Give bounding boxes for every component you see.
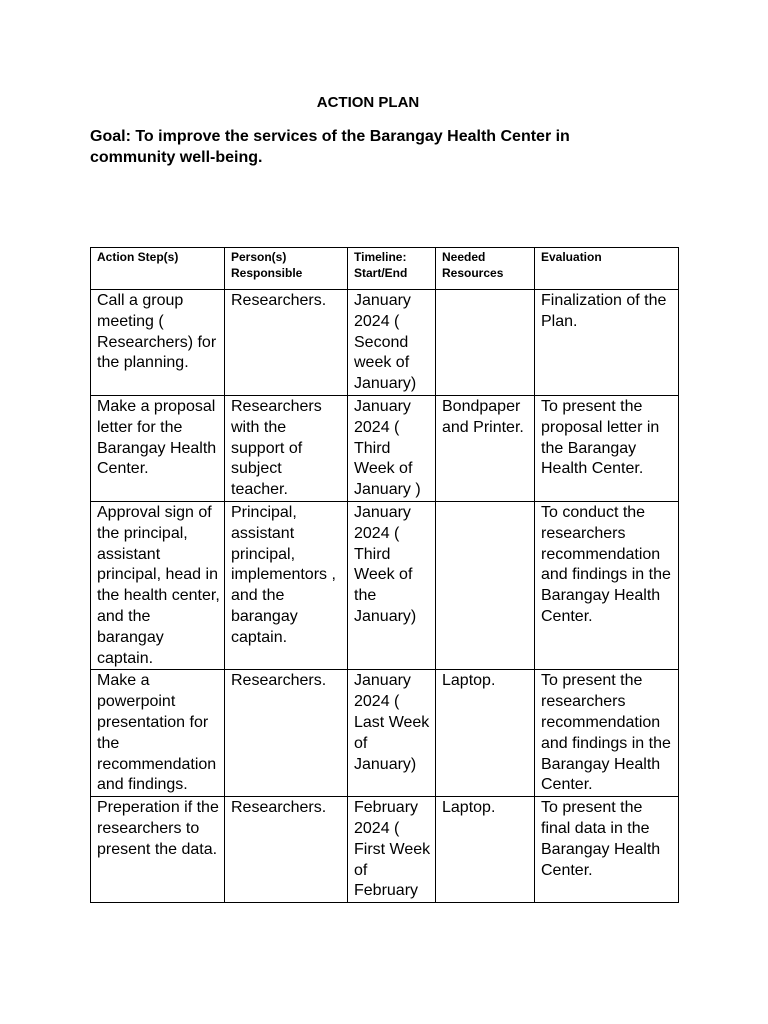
cell-needed-resources: Bondpaper and Printer. xyxy=(436,395,535,501)
cell-evaluation: To present the proposal letter in the Barangay Health Center. xyxy=(535,395,679,501)
cell-needed-resources xyxy=(436,501,535,669)
cell-action-step: Make a powerpoint presentation for the recommendation and findings. xyxy=(91,670,225,797)
cell-timeline: February 2024 ( First Week of February xyxy=(348,797,436,903)
cell-timeline: January 2024 ( Second week of January) xyxy=(348,290,436,396)
action-plan-table xyxy=(90,247,679,903)
cell-needed-resources: Laptop. xyxy=(436,670,535,797)
cell-needed-resources: Laptop. xyxy=(436,797,535,903)
table-row xyxy=(91,290,679,396)
header-needed-resources: Needed Resources xyxy=(436,248,535,290)
table-header-row xyxy=(91,248,679,290)
cell-persons-responsible: Principal, assistant principal, implementors , and the barangay captain. xyxy=(225,501,348,669)
table-row xyxy=(91,670,679,797)
table-row xyxy=(91,395,679,501)
cell-timeline: January 2024 ( Third Week of January ) xyxy=(348,395,436,501)
header-action-steps: Action Step(s) xyxy=(91,248,225,290)
table-row xyxy=(91,501,679,669)
goal-statement: Goal: To improve the services of the Barangay Health Center in community well-being. xyxy=(90,128,570,166)
cell-persons-responsible: Researchers. xyxy=(225,797,348,903)
cell-persons-responsible: Researchers. xyxy=(225,670,348,797)
header-persons-responsible: Person(s) Responsible xyxy=(225,248,348,290)
cell-persons-responsible: Researchers with the support of subject teacher. xyxy=(225,395,348,501)
cell-evaluation: To conduct the researchers recommendation and findings in the Barangay Health Center. xyxy=(535,501,679,669)
cell-action-step: Preperation if the researchers to present the data. xyxy=(91,797,225,903)
cell-timeline: January 2024 ( Last Week of January) xyxy=(348,670,436,797)
header-evaluation: Evaluation xyxy=(535,248,679,290)
cell-action-step: Make a proposal letter for the Barangay Health Center. xyxy=(91,395,225,501)
cell-timeline: January 2024 ( Third Week of the January) xyxy=(348,501,436,669)
header-timeline: Timeline: Start/End xyxy=(348,248,436,290)
cell-action-step: Approval sign of the principal, assistant principal, head in the health center, and the barangay captain. xyxy=(91,501,225,669)
cell-needed-resources xyxy=(436,290,535,396)
cell-persons-responsible: Researchers. xyxy=(225,290,348,396)
table-row xyxy=(91,797,679,903)
cell-evaluation: To present the final data in the Barangay Health Center. xyxy=(535,797,679,903)
document-title: ACTION PLAN xyxy=(316,94,420,111)
cell-action-step: Call a group meeting ( Researchers) for the planning. xyxy=(91,290,225,396)
cell-evaluation: To present the researchers recommendation and findings in the Barangay Health Center. xyxy=(535,670,679,797)
cell-evaluation: Finalization of the Plan. xyxy=(535,290,679,396)
